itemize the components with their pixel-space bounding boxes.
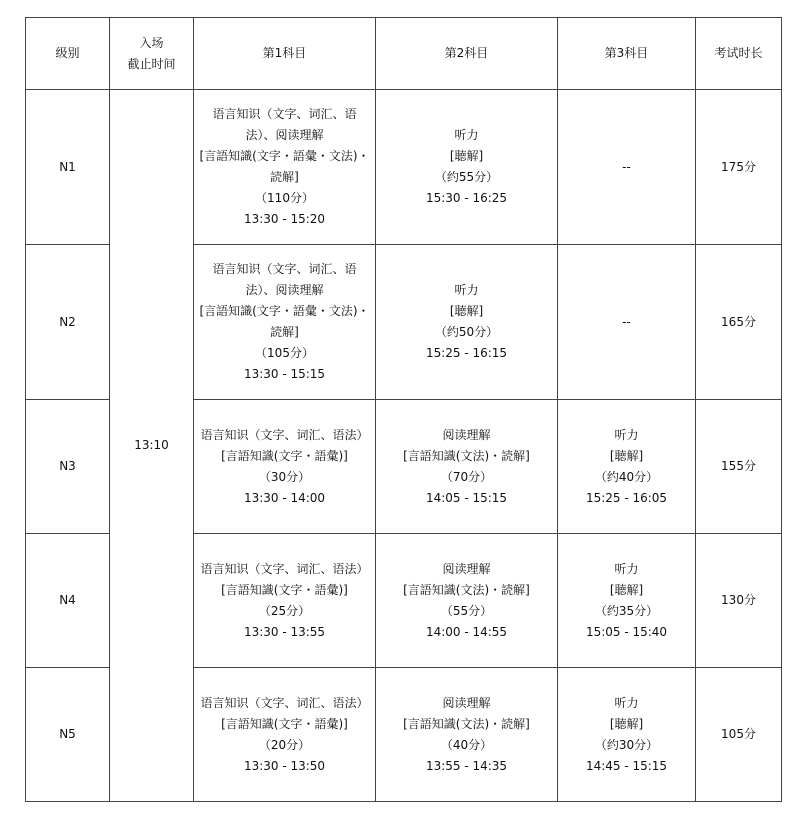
table-row: [26, 90, 782, 245]
subject-2-cell: 阅读理解 [言語知識(文法)・読解] （55分） 14:00 - 14:55: [376, 534, 558, 668]
duration-cell: 165分: [696, 245, 782, 400]
header-duration: 考试时长: [696, 18, 782, 90]
header-subject-1: 第1科目: [194, 18, 376, 90]
header-subject-2: 第2科目: [376, 18, 558, 90]
subject-1-cell: 语言知识（文字、词汇、语法） [言語知識(文字・語彙)] （20分） 13:30 - 13:50: [194, 668, 376, 802]
level-cell: N5: [26, 668, 110, 802]
header-subject-3: 第3科目: [558, 18, 696, 90]
subject-1-cell: 语言知识（文字、词汇、语法） [言語知識(文字・語彙)] （30分） 13:30 - 14:00: [194, 400, 376, 534]
subject-1-cell: 语言知识（文字、词汇、语法）、阅读理解 [言語知識(文字・語彙・文法)・読解] （105分） 13:30 - 15:15: [194, 245, 376, 400]
duration-cell: 105分: [696, 668, 782, 802]
level-cell: N2: [26, 245, 110, 400]
cutoff-cell: 13:10: [110, 90, 194, 802]
subject-2-cell: 阅读理解 [言語知識(文法)・読解] （40分） 13:55 - 14:35: [376, 668, 558, 802]
subject-3-cell: --: [558, 90, 696, 245]
duration-cell: 155分: [696, 400, 782, 534]
header-cutoff: [110, 18, 194, 90]
subject-2-cell: 听力 [聴解] （约50分） 15:25 - 16:15: [376, 245, 558, 400]
subject-3-cell: --: [558, 245, 696, 400]
header-cutoff-label: [114, 33, 189, 75]
level-cell: N3: [26, 400, 110, 534]
subject-1-cell: 语言知识（文字、词汇、语法） [言語知識(文字・語彙)] （25分） 13:30 - 13:55: [194, 534, 376, 668]
duration-cell: 130分: [696, 534, 782, 668]
exam-schedule-table: [25, 17, 782, 802]
subject-1-cell: 语言知识（文字、词汇、语法）、阅读理解 [言語知識(文字・語彙・文法)・読解] （110分） 13:30 - 15:20: [194, 90, 376, 245]
header-row: [26, 18, 782, 90]
duration-cell: 175分: [696, 90, 782, 245]
level-cell: N1: [26, 90, 110, 245]
subject-3-cell: 听力 [聴解] （约30分） 14:45 - 15:15: [558, 668, 696, 802]
subject-2-cell: 听力 [聴解] （约55分） 15:30 - 16:25: [376, 90, 558, 245]
subject-3-cell: 听力 [聴解] （约35分） 15:05 - 15:40: [558, 534, 696, 668]
header-cutoff-line: 入场: [139, 35, 164, 50]
header-cutoff-line: 截止时间: [127, 56, 176, 71]
subject-3-cell: 听力 [聴解] （约40分） 15:25 - 16:05: [558, 400, 696, 534]
level-cell: N4: [26, 534, 110, 668]
subject-2-cell: 阅读理解 [言語知識(文法)・読解] （70分） 14:05 - 15:15: [376, 400, 558, 534]
header-level: 级别: [26, 18, 110, 90]
